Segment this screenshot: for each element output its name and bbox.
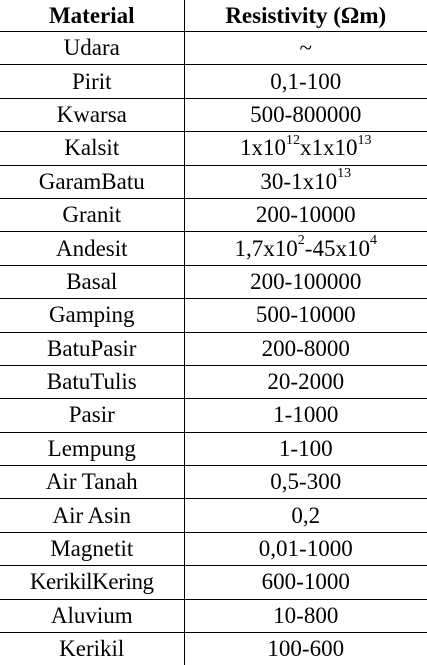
- table-row: [0, 299, 427, 332]
- material-name: Kwarsa: [0, 98, 184, 131]
- material-name: Air Asin: [0, 499, 184, 532]
- resistivity-value: 0,01-1000: [184, 532, 427, 565]
- table-row: [0, 165, 427, 198]
- table-row: [0, 365, 427, 398]
- table-row: [0, 499, 427, 532]
- value-base: -45x10: [304, 235, 370, 261]
- material-name: Pasir: [0, 399, 184, 432]
- resistivity-value: 1-1000: [184, 399, 427, 432]
- value-base: x1x10: [300, 135, 358, 161]
- table-row: [0, 532, 427, 565]
- material-name: Pirit: [0, 65, 184, 98]
- table-row: [0, 232, 427, 265]
- header-material: Material: [0, 0, 184, 32]
- table-row: [0, 65, 427, 98]
- value-base: 1x10: [240, 135, 286, 161]
- material-name: Andesit: [0, 232, 184, 265]
- header-resistivity: Resistivity (Ωm): [184, 0, 427, 32]
- value-exponent: 4: [369, 232, 377, 248]
- material-name: Lempung: [0, 432, 184, 465]
- material-name: BatuTulis: [0, 365, 184, 398]
- table-row: [0, 599, 427, 632]
- material-name: Air Tanah: [0, 466, 184, 499]
- table-row: [0, 432, 427, 465]
- material-name: [0, 566, 184, 599]
- resistivity-value: 200-10000: [184, 198, 427, 231]
- material-name: Magnetit: [0, 532, 184, 565]
- resistivity-value: 20-2000: [184, 365, 427, 398]
- value-exponent: 2: [297, 232, 305, 248]
- table-row: [0, 466, 427, 499]
- material-name: Basal: [0, 265, 184, 298]
- material-name: BatuPasir: [0, 332, 184, 365]
- value-base: 1,7x10: [234, 235, 298, 261]
- material-name: Gamping: [0, 299, 184, 332]
- material-name: Kerikil: [0, 633, 184, 665]
- material-name: Granit: [0, 198, 184, 231]
- value-exponent: 12: [286, 132, 300, 148]
- material-name: Udara: [0, 32, 184, 65]
- resistivity-value: 500-800000: [184, 98, 427, 131]
- resistivity-value: [184, 232, 427, 265]
- table-row: [0, 566, 427, 599]
- resistivity-value: 500-10000: [184, 299, 427, 332]
- table-row: [0, 265, 427, 298]
- table-row: [0, 32, 427, 65]
- resistivity-value: [184, 165, 427, 198]
- resistivity-value: [184, 132, 427, 165]
- resistivity-value: 200-100000: [184, 265, 427, 298]
- material-name: GaramBatu: [0, 165, 184, 198]
- material-name-text: KerikilKering: [29, 569, 154, 595]
- resistivity-value: 10-800: [184, 599, 427, 632]
- table-header-row: [0, 0, 427, 32]
- resistivity-value: 0,2: [184, 499, 427, 532]
- material-name: Aluvium: [0, 599, 184, 632]
- resistivity-value: 0,1-100: [184, 65, 427, 98]
- resistivity-value: 100-600: [267, 636, 345, 662]
- resistivity-value: ~: [184, 32, 427, 65]
- value-exponent: 13: [357, 132, 372, 148]
- resistivity-value: 600-1000: [184, 566, 427, 599]
- value-base: 30-1x10: [260, 168, 338, 194]
- table-row: [0, 98, 427, 131]
- resistivity-value: 200-8000: [184, 332, 427, 365]
- table-row: [0, 132, 427, 165]
- resistivity-value: 0,5-300: [184, 466, 427, 499]
- table-row: [0, 399, 427, 432]
- value-exponent: 13: [337, 166, 352, 182]
- table-row: [0, 198, 427, 231]
- resistivity-value: 1-100: [184, 432, 427, 465]
- table-row: [0, 332, 427, 365]
- material-name: Kalsit: [0, 132, 184, 165]
